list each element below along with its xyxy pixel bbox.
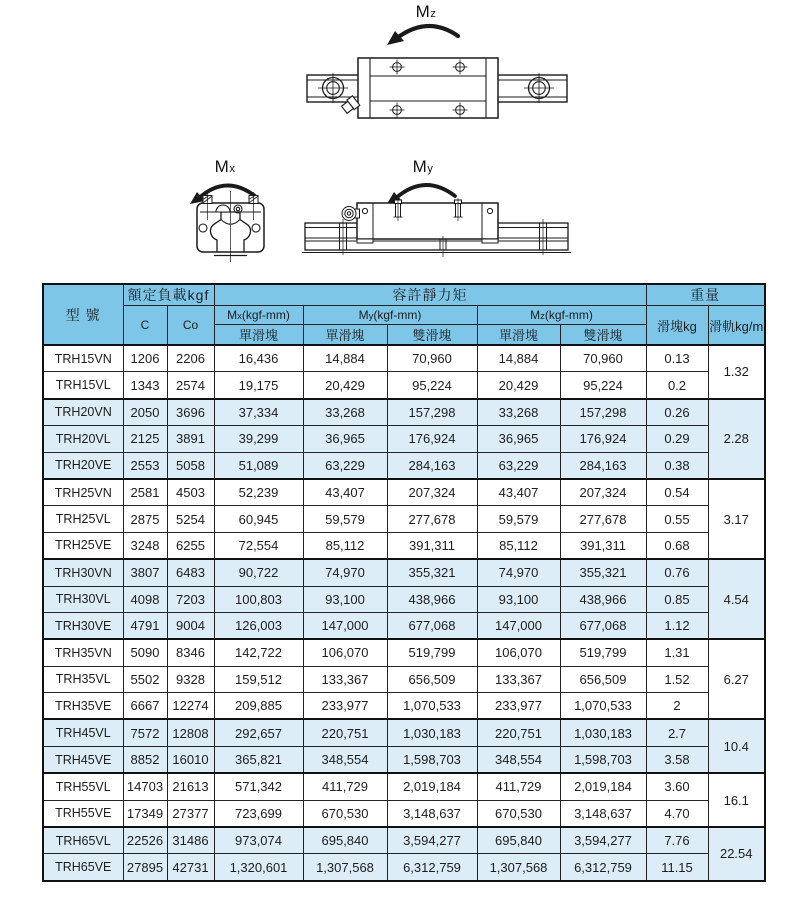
mz-label-sub: z [430, 8, 437, 20]
my_double-cell: 3,148,637 [387, 800, 477, 827]
mx_single-cell: 60,945 [214, 506, 303, 532]
my_double-cell: 157,298 [387, 399, 477, 426]
header-mz: Mz(kgf-mm) [477, 306, 646, 325]
header-co: Co [167, 306, 214, 346]
mz_single-cell: 14,884 [477, 345, 560, 372]
mx_single-cell: 39,299 [214, 426, 303, 452]
mz_single-cell: 85,112 [477, 532, 560, 559]
c-cell: 17349 [123, 800, 167, 827]
table-row [43, 827, 765, 854]
mz_double-cell: 656,509 [560, 666, 646, 692]
co-cell: 21613 [167, 773, 214, 800]
my_double-cell: 2,019,184 [387, 773, 477, 800]
co-cell: 8346 [167, 639, 214, 666]
mz_single-cell: 348,554 [477, 746, 560, 773]
mz_single-cell: 220,751 [477, 719, 560, 746]
my-label-sub: y [427, 163, 434, 175]
my_double-cell: 207,324 [387, 479, 477, 506]
block-top-view [358, 58, 498, 118]
c-cell: 3807 [123, 559, 167, 586]
model-cell: TRH65VL [43, 827, 123, 854]
table-header [43, 284, 765, 345]
table-row [43, 452, 765, 479]
header-rated-load: 額定負載kgf [123, 284, 214, 306]
co-cell: 3891 [167, 426, 214, 452]
table-row [43, 612, 765, 639]
table-row [43, 773, 765, 800]
mx_single-cell: 90,722 [214, 559, 303, 586]
co-cell: 6255 [167, 532, 214, 559]
rail-weight-cell: 6.27 [708, 639, 765, 719]
model-cell: TRH35VL [43, 666, 123, 692]
mz_single-cell: 43,407 [477, 479, 560, 506]
c-cell: 14703 [123, 773, 167, 800]
spec-table [42, 283, 766, 882]
mz_double-cell: 391,311 [560, 532, 646, 559]
mz_double-cell: 70,960 [560, 345, 646, 372]
co-cell: 2574 [167, 372, 214, 399]
rail-weight-cell: 10.4 [708, 719, 765, 773]
my_single-cell: 670,530 [303, 800, 387, 827]
mz_double-cell: 1,598,703 [560, 746, 646, 773]
c-cell: 1343 [123, 372, 167, 399]
mx_single-cell: 100,803 [214, 586, 303, 612]
my_single-cell: 106,070 [303, 639, 387, 666]
my_single-cell: 220,751 [303, 719, 387, 746]
block_weight-cell: 1.52 [646, 666, 708, 692]
my_double-cell: 391,311 [387, 532, 477, 559]
my_double-cell: 519,799 [387, 639, 477, 666]
rail-hole-right-icon [524, 73, 554, 103]
my_double-cell: 1,070,533 [387, 693, 477, 720]
header-weight: 重量 [646, 284, 765, 306]
block_weight-cell: 2.7 [646, 719, 708, 746]
my_single-cell: 33,268 [303, 399, 387, 426]
co-cell: 27377 [167, 800, 214, 827]
header-c: C [123, 306, 167, 346]
header-mx: Mx(kgf-mm) [214, 306, 303, 325]
header-mx-single: 單滑塊 [214, 325, 303, 346]
header-model: 型 號 [43, 284, 123, 345]
mx_single-cell: 723,699 [214, 800, 303, 827]
header-mz-double: 雙滑塊 [560, 325, 646, 346]
rail-weight-cell: 22.54 [708, 827, 765, 881]
block_weight-cell: 0.26 [646, 399, 708, 426]
my_single-cell: 85,112 [303, 532, 387, 559]
block_weight-cell: 11.15 [646, 854, 708, 881]
mz_single-cell: 147,000 [477, 612, 560, 639]
mz_single-cell: 1,307,568 [477, 854, 560, 881]
mz_double-cell: 95,224 [560, 372, 646, 399]
mx_single-cell: 571,342 [214, 773, 303, 800]
header-static-moment: 容許靜力矩 [214, 284, 646, 306]
my_double-cell: 355,321 [387, 559, 477, 586]
header-mz-single: 單滑塊 [477, 325, 560, 346]
block_weight-cell: 0.76 [646, 559, 708, 586]
block_weight-cell: 0.55 [646, 506, 708, 532]
table-row [43, 639, 765, 666]
c-cell: 7572 [123, 719, 167, 746]
c-cell: 4098 [123, 586, 167, 612]
table-row [43, 399, 765, 426]
model-cell: TRH25VL [43, 506, 123, 532]
co-cell: 4503 [167, 479, 214, 506]
my_double-cell: 95,224 [387, 372, 477, 399]
header-my: My(kgf-mm) [303, 306, 477, 325]
my_double-cell: 284,163 [387, 452, 477, 479]
co-cell: 2206 [167, 345, 214, 372]
my_single-cell: 36,965 [303, 426, 387, 452]
mx_single-cell: 292,657 [214, 719, 303, 746]
model-cell: TRH35VN [43, 639, 123, 666]
my_single-cell: 695,840 [303, 827, 387, 854]
my_single-cell: 147,000 [303, 612, 387, 639]
block_weight-cell: 0.85 [646, 586, 708, 612]
c-cell: 3248 [123, 532, 167, 559]
mz_double-cell: 1,030,183 [560, 719, 646, 746]
my_single-cell: 1,307,568 [303, 854, 387, 881]
model-cell: TRH15VN [43, 345, 123, 372]
block_weight-cell: 4.70 [646, 800, 708, 827]
mz_double-cell: 519,799 [560, 639, 646, 666]
table-row [43, 506, 765, 532]
block_weight-cell: 2 [646, 693, 708, 720]
mz_double-cell: 157,298 [560, 399, 646, 426]
c-cell: 22526 [123, 827, 167, 854]
mx-label-m: M [214, 157, 230, 176]
mx_single-cell: 209,885 [214, 693, 303, 720]
table-row [43, 426, 765, 452]
mz_double-cell: 1,070,533 [560, 693, 646, 720]
c-cell: 2875 [123, 506, 167, 532]
block_weight-cell: 0.2 [646, 372, 708, 399]
mz_double-cell: 6,312,759 [560, 854, 646, 881]
mx_single-cell: 51,089 [214, 452, 303, 479]
block_weight-cell: 3.58 [646, 746, 708, 773]
co-cell: 16010 [167, 746, 214, 773]
block-side-view [357, 198, 498, 243]
my-label-m: M [412, 157, 428, 176]
co-cell: 7203 [167, 586, 214, 612]
co-cell: 12808 [167, 719, 214, 746]
my_double-cell: 656,509 [387, 666, 477, 692]
model-cell: TRH30VE [43, 612, 123, 639]
table-row [43, 666, 765, 692]
mz_double-cell: 207,324 [560, 479, 646, 506]
header-my-double: 雙滑塊 [387, 325, 477, 346]
model-cell: TRH45VE [43, 746, 123, 773]
table-row [43, 854, 765, 881]
my_single-cell: 233,977 [303, 693, 387, 720]
co-cell: 9004 [167, 612, 214, 639]
my_single-cell: 74,970 [303, 559, 387, 586]
my_double-cell: 1,598,703 [387, 746, 477, 773]
rail-weight-cell: 1.32 [708, 345, 765, 399]
mz_single-cell: 93,100 [477, 586, 560, 612]
co-cell: 5254 [167, 506, 214, 532]
grease-nipple-side-icon [342, 207, 360, 221]
mx_single-cell: 142,722 [214, 639, 303, 666]
model-cell: TRH30VL [43, 586, 123, 612]
mx_single-cell: 126,003 [214, 612, 303, 639]
mx_single-cell: 973,074 [214, 827, 303, 854]
mz_single-cell: 36,965 [477, 426, 560, 452]
mz_single-cell: 670,530 [477, 800, 560, 827]
mz_single-cell: 233,977 [477, 693, 560, 720]
my_single-cell: 93,100 [303, 586, 387, 612]
c-cell: 1206 [123, 345, 167, 372]
model-cell: TRH25VE [43, 532, 123, 559]
co-cell: 31486 [167, 827, 214, 854]
table-row [43, 345, 765, 372]
mz-label-m: M [415, 2, 431, 21]
table-row [43, 746, 765, 773]
mz_single-cell: 133,367 [477, 666, 560, 692]
co-cell: 12274 [167, 693, 214, 720]
table-row [43, 586, 765, 612]
my_single-cell: 411,729 [303, 773, 387, 800]
header-rail-weight: 滑軌kg/m [708, 306, 765, 346]
table-row [43, 372, 765, 399]
block_weight-cell: 3.60 [646, 773, 708, 800]
mz_double-cell: 176,924 [560, 426, 646, 452]
c-cell: 5090 [123, 639, 167, 666]
my_single-cell: 63,229 [303, 452, 387, 479]
co-cell: 5058 [167, 452, 214, 479]
rail-weight-cell: 3.17 [708, 479, 765, 559]
block_weight-cell: 1.12 [646, 612, 708, 639]
my_single-cell: 14,884 [303, 345, 387, 372]
block_weight-cell: 0.13 [646, 345, 708, 372]
c-cell: 2050 [123, 399, 167, 426]
mz_double-cell: 355,321 [560, 559, 646, 586]
mx_single-cell: 1,320,601 [214, 854, 303, 881]
my_single-cell: 20,429 [303, 372, 387, 399]
table-row [43, 532, 765, 559]
mx_single-cell: 19,175 [214, 372, 303, 399]
my_single-cell: 59,579 [303, 506, 387, 532]
c-cell: 27895 [123, 854, 167, 881]
block_weight-cell: 0.54 [646, 479, 708, 506]
block_weight-cell: 1.31 [646, 639, 708, 666]
mz_single-cell: 411,729 [477, 773, 560, 800]
mz_double-cell: 677,068 [560, 612, 646, 639]
model-cell: TRH25VN [43, 479, 123, 506]
model-cell: TRH15VL [43, 372, 123, 399]
co-cell: 3696 [167, 399, 214, 426]
mx_single-cell: 37,334 [214, 399, 303, 426]
table-row [43, 693, 765, 720]
c-cell: 8852 [123, 746, 167, 773]
mz_single-cell: 33,268 [477, 399, 560, 426]
mz_double-cell: 3,594,277 [560, 827, 646, 854]
my_double-cell: 677,068 [387, 612, 477, 639]
block_weight-cell: 7.76 [646, 827, 708, 854]
co-cell: 9328 [167, 666, 214, 692]
mz_single-cell: 74,970 [477, 559, 560, 586]
mz_single-cell: 695,840 [477, 827, 560, 854]
rail-weight-cell: 16.1 [708, 773, 765, 827]
c-cell: 2125 [123, 426, 167, 452]
my_single-cell: 133,367 [303, 666, 387, 692]
co-cell: 6483 [167, 559, 214, 586]
mx_single-cell: 365,821 [214, 746, 303, 773]
c-cell: 5502 [123, 666, 167, 692]
my_single-cell: 348,554 [303, 746, 387, 773]
mx_single-cell: 52,239 [214, 479, 303, 506]
mz_single-cell: 63,229 [477, 452, 560, 479]
my-arrow [396, 185, 455, 198]
header-my-single: 單滑塊 [303, 325, 387, 346]
co-cell: 42731 [167, 854, 214, 881]
mz_double-cell: 284,163 [560, 452, 646, 479]
mz_double-cell: 277,678 [560, 506, 646, 532]
model-cell: TRH20VN [43, 399, 123, 426]
my_double-cell: 3,594,277 [387, 827, 477, 854]
model-cell: TRH45VL [43, 719, 123, 746]
table-row [43, 719, 765, 746]
mx-label-sub: x [229, 163, 236, 175]
rail-weight-cell: 2.28 [708, 399, 765, 479]
table-row [43, 800, 765, 827]
mz_single-cell: 20,429 [477, 372, 560, 399]
mz-top-view-diagram [290, 0, 580, 150]
mz_single-cell: 106,070 [477, 639, 560, 666]
my_double-cell: 438,966 [387, 586, 477, 612]
my_double-cell: 1,030,183 [387, 719, 477, 746]
my_double-cell: 6,312,759 [387, 854, 477, 881]
model-cell: TRH55VE [43, 800, 123, 827]
grease-nipple-icon [341, 96, 360, 115]
header-block-weight: 滑塊kg [646, 306, 708, 346]
mx_single-cell: 16,436 [214, 345, 303, 372]
rail-weight-cell: 4.54 [708, 559, 765, 639]
rail-hole-left-icon [318, 73, 348, 103]
my_double-cell: 70,960 [387, 345, 477, 372]
model-cell: TRH35VE [43, 693, 123, 720]
mx_single-cell: 72,554 [214, 532, 303, 559]
model-cell: TRH65VE [43, 854, 123, 881]
mz_double-cell: 2,019,184 [560, 773, 646, 800]
mz_double-cell: 438,966 [560, 586, 646, 612]
my_double-cell: 277,678 [387, 506, 477, 532]
c-cell: 6667 [123, 693, 167, 720]
mz_double-cell: 3,148,637 [560, 800, 646, 827]
model-cell: TRH55VL [43, 773, 123, 800]
model-cell: TRH30VN [43, 559, 123, 586]
my_double-cell: 176,924 [387, 426, 477, 452]
table-body [43, 345, 765, 881]
mz-arrow [397, 26, 458, 38]
table-row [43, 479, 765, 506]
my_single-cell: 43,407 [303, 479, 387, 506]
block_weight-cell: 0.38 [646, 452, 708, 479]
c-cell: 2581 [123, 479, 167, 506]
c-cell: 2553 [123, 452, 167, 479]
model-cell: TRH20VE [43, 452, 123, 479]
c-cell: 4791 [123, 612, 167, 639]
block_weight-cell: 0.68 [646, 532, 708, 559]
block_weight-cell: 0.29 [646, 426, 708, 452]
mz_single-cell: 59,579 [477, 506, 560, 532]
table-row [43, 559, 765, 586]
model-cell: TRH20VL [43, 426, 123, 452]
mx_single-cell: 159,512 [214, 666, 303, 692]
